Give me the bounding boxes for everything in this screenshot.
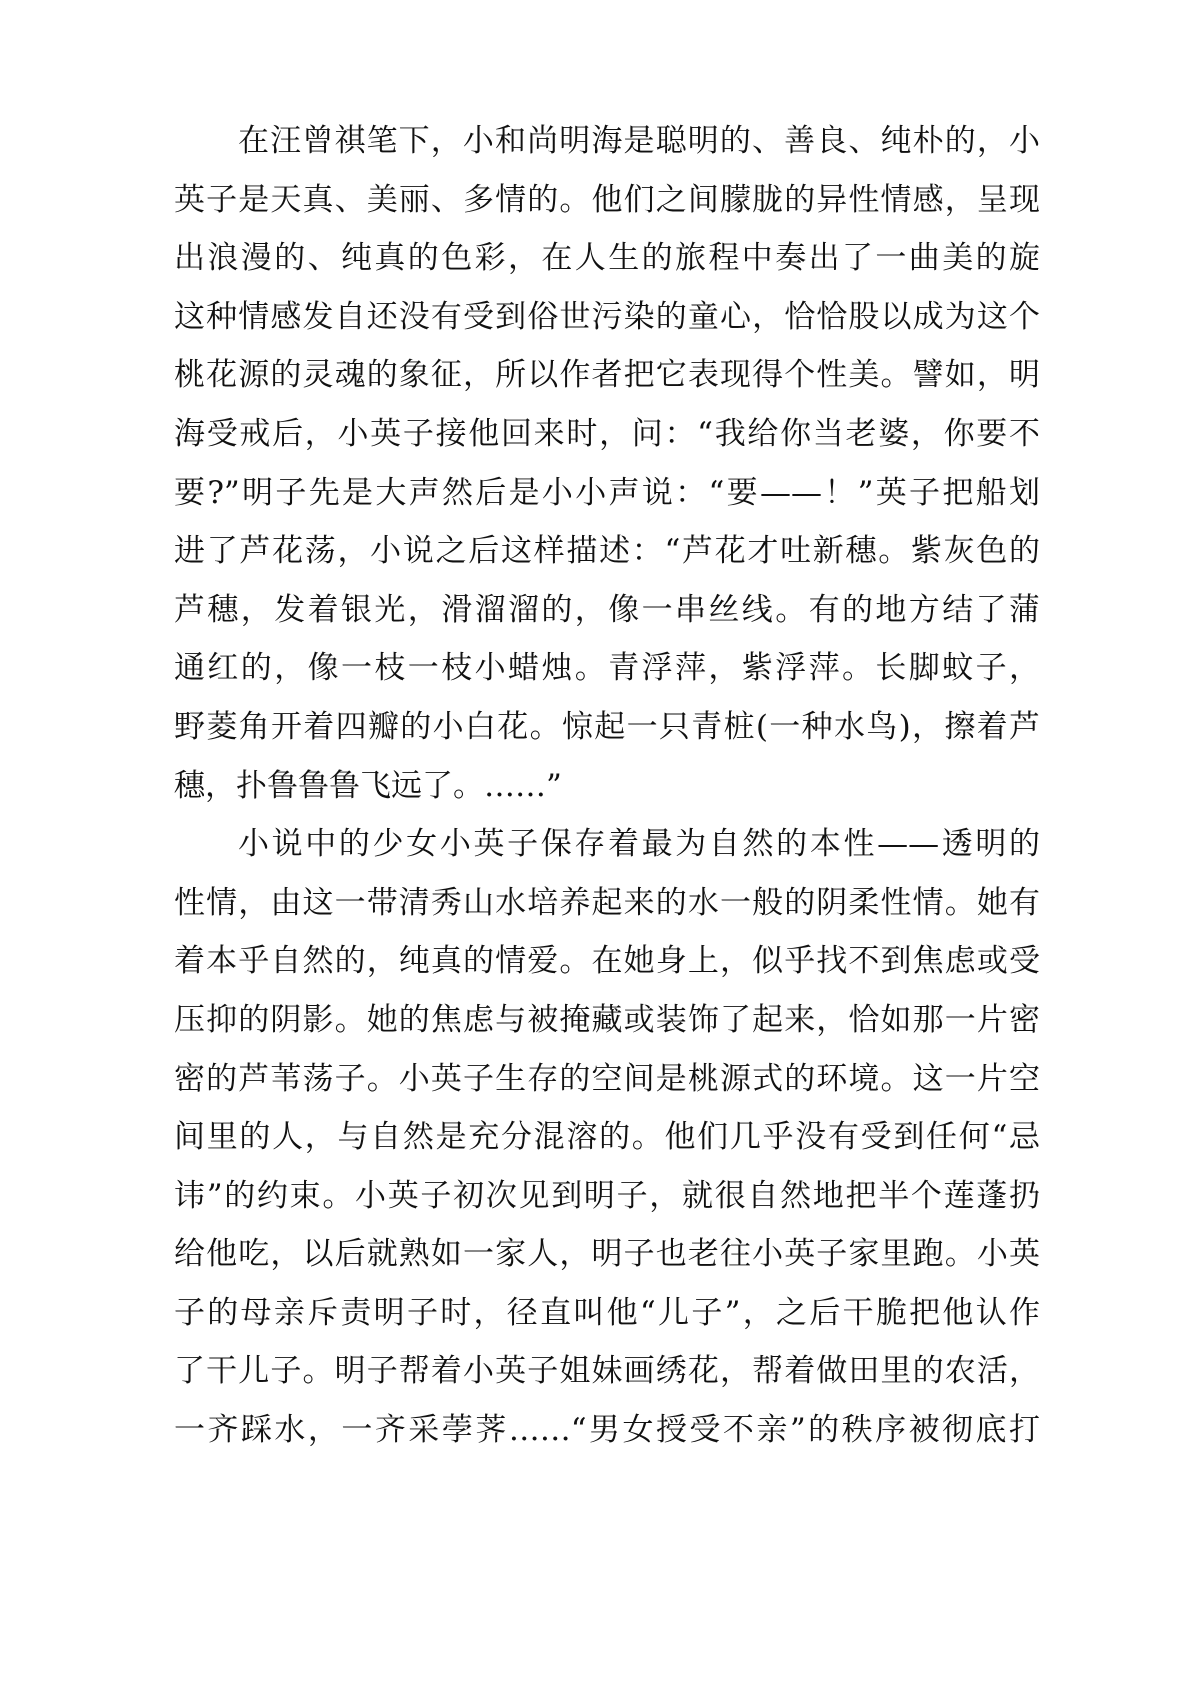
- text-line: 进了芦花荡，小说之后这样描述：“芦花才吐新穗。紫灰色的: [174, 533, 1040, 570]
- text-line: 在汪曾祺笔下，小和尚明海是聪明的、善良、纯朴的，小: [238, 123, 1040, 159]
- text-line: 野菱角开着四瓣的小白花。惊起一只青桩(一种水鸟)，擦着芦: [174, 708, 1040, 745]
- text-line: 了干儿子。明子帮着小英子姐妹画绣花，帮着做田里的农活，: [174, 1353, 1040, 1390]
- text-line: 这种情感发自还没有受到俗世污染的童心，恰恰股以成为这个: [174, 298, 1040, 335]
- text-line: 讳”的约束。小英子初次见到明子，就很自然地把半个莲蓬扔: [174, 1177, 1040, 1214]
- text-line: 间里的人，与自然是充分混溶的。他们几乎没有受到任何“忌: [174, 1119, 1040, 1156]
- text-line: 英子是天真、美丽、多情的。他们之间朦胧的异性情感，呈现: [174, 181, 1040, 218]
- text-line: 芦穗，发着银光，滑溜溜的，像一串丝线。有的地方结了蒲: [174, 591, 1040, 628]
- text-line: 子的母亲斥责明子时，径直叫他“儿子”，之后干脆把他认作: [174, 1294, 1040, 1331]
- text-line: 海受戒后，小英子接他回来时，问：“我给你当老婆，你要不: [174, 415, 1040, 452]
- text-line: 通红的，像一枝一枝小蜡烛。青浮萍，紫浮萍。长脚蚊子，: [174, 650, 1040, 687]
- paragraph-2: [174, 815, 1040, 1460]
- text-line: 要?”明子先是大声然后是小小声说：“要——！”英子把船划: [174, 474, 1040, 511]
- text-line: 小说中的少女小英子保存着最为自然的本性——透明的: [238, 826, 1040, 863]
- text-line: 性情，由这一带清秀山水培养起来的水一般的阴柔性情。她有: [174, 884, 1040, 921]
- body-text: [174, 112, 1040, 1460]
- text-line: 一齐踩水，一齐采荸荠……“男女授受不亲”的秩序被彻底打: [174, 1412, 1040, 1449]
- text-line: 出浪漫的、纯真的色彩，在人生的旅程中奏出了一曲美的旋: [174, 240, 1040, 277]
- paragraph-1: [174, 112, 1040, 815]
- text-line: 给他吃，以后就熟如一家人，明子也老往小英子家里跑。小英: [174, 1236, 1040, 1273]
- text-line: 着本乎自然的，纯真的情爱。在她身上，似乎找不到焦虑或受: [174, 943, 1040, 980]
- text-line: 桃花源的灵魂的象征，所以作者把它表现得个性美。譬如，明: [174, 357, 1040, 394]
- text-line: 压抑的阴影。她的焦虑与被掩藏或装饰了起来，恰如那一片密: [174, 1001, 1040, 1038]
- text-line: 密的芦苇荡子。小英子生存的空间是桃源式的环境。这一片空: [174, 1060, 1040, 1097]
- text-line: 穗，扑鲁鲁鲁飞远了。……”: [174, 767, 562, 804]
